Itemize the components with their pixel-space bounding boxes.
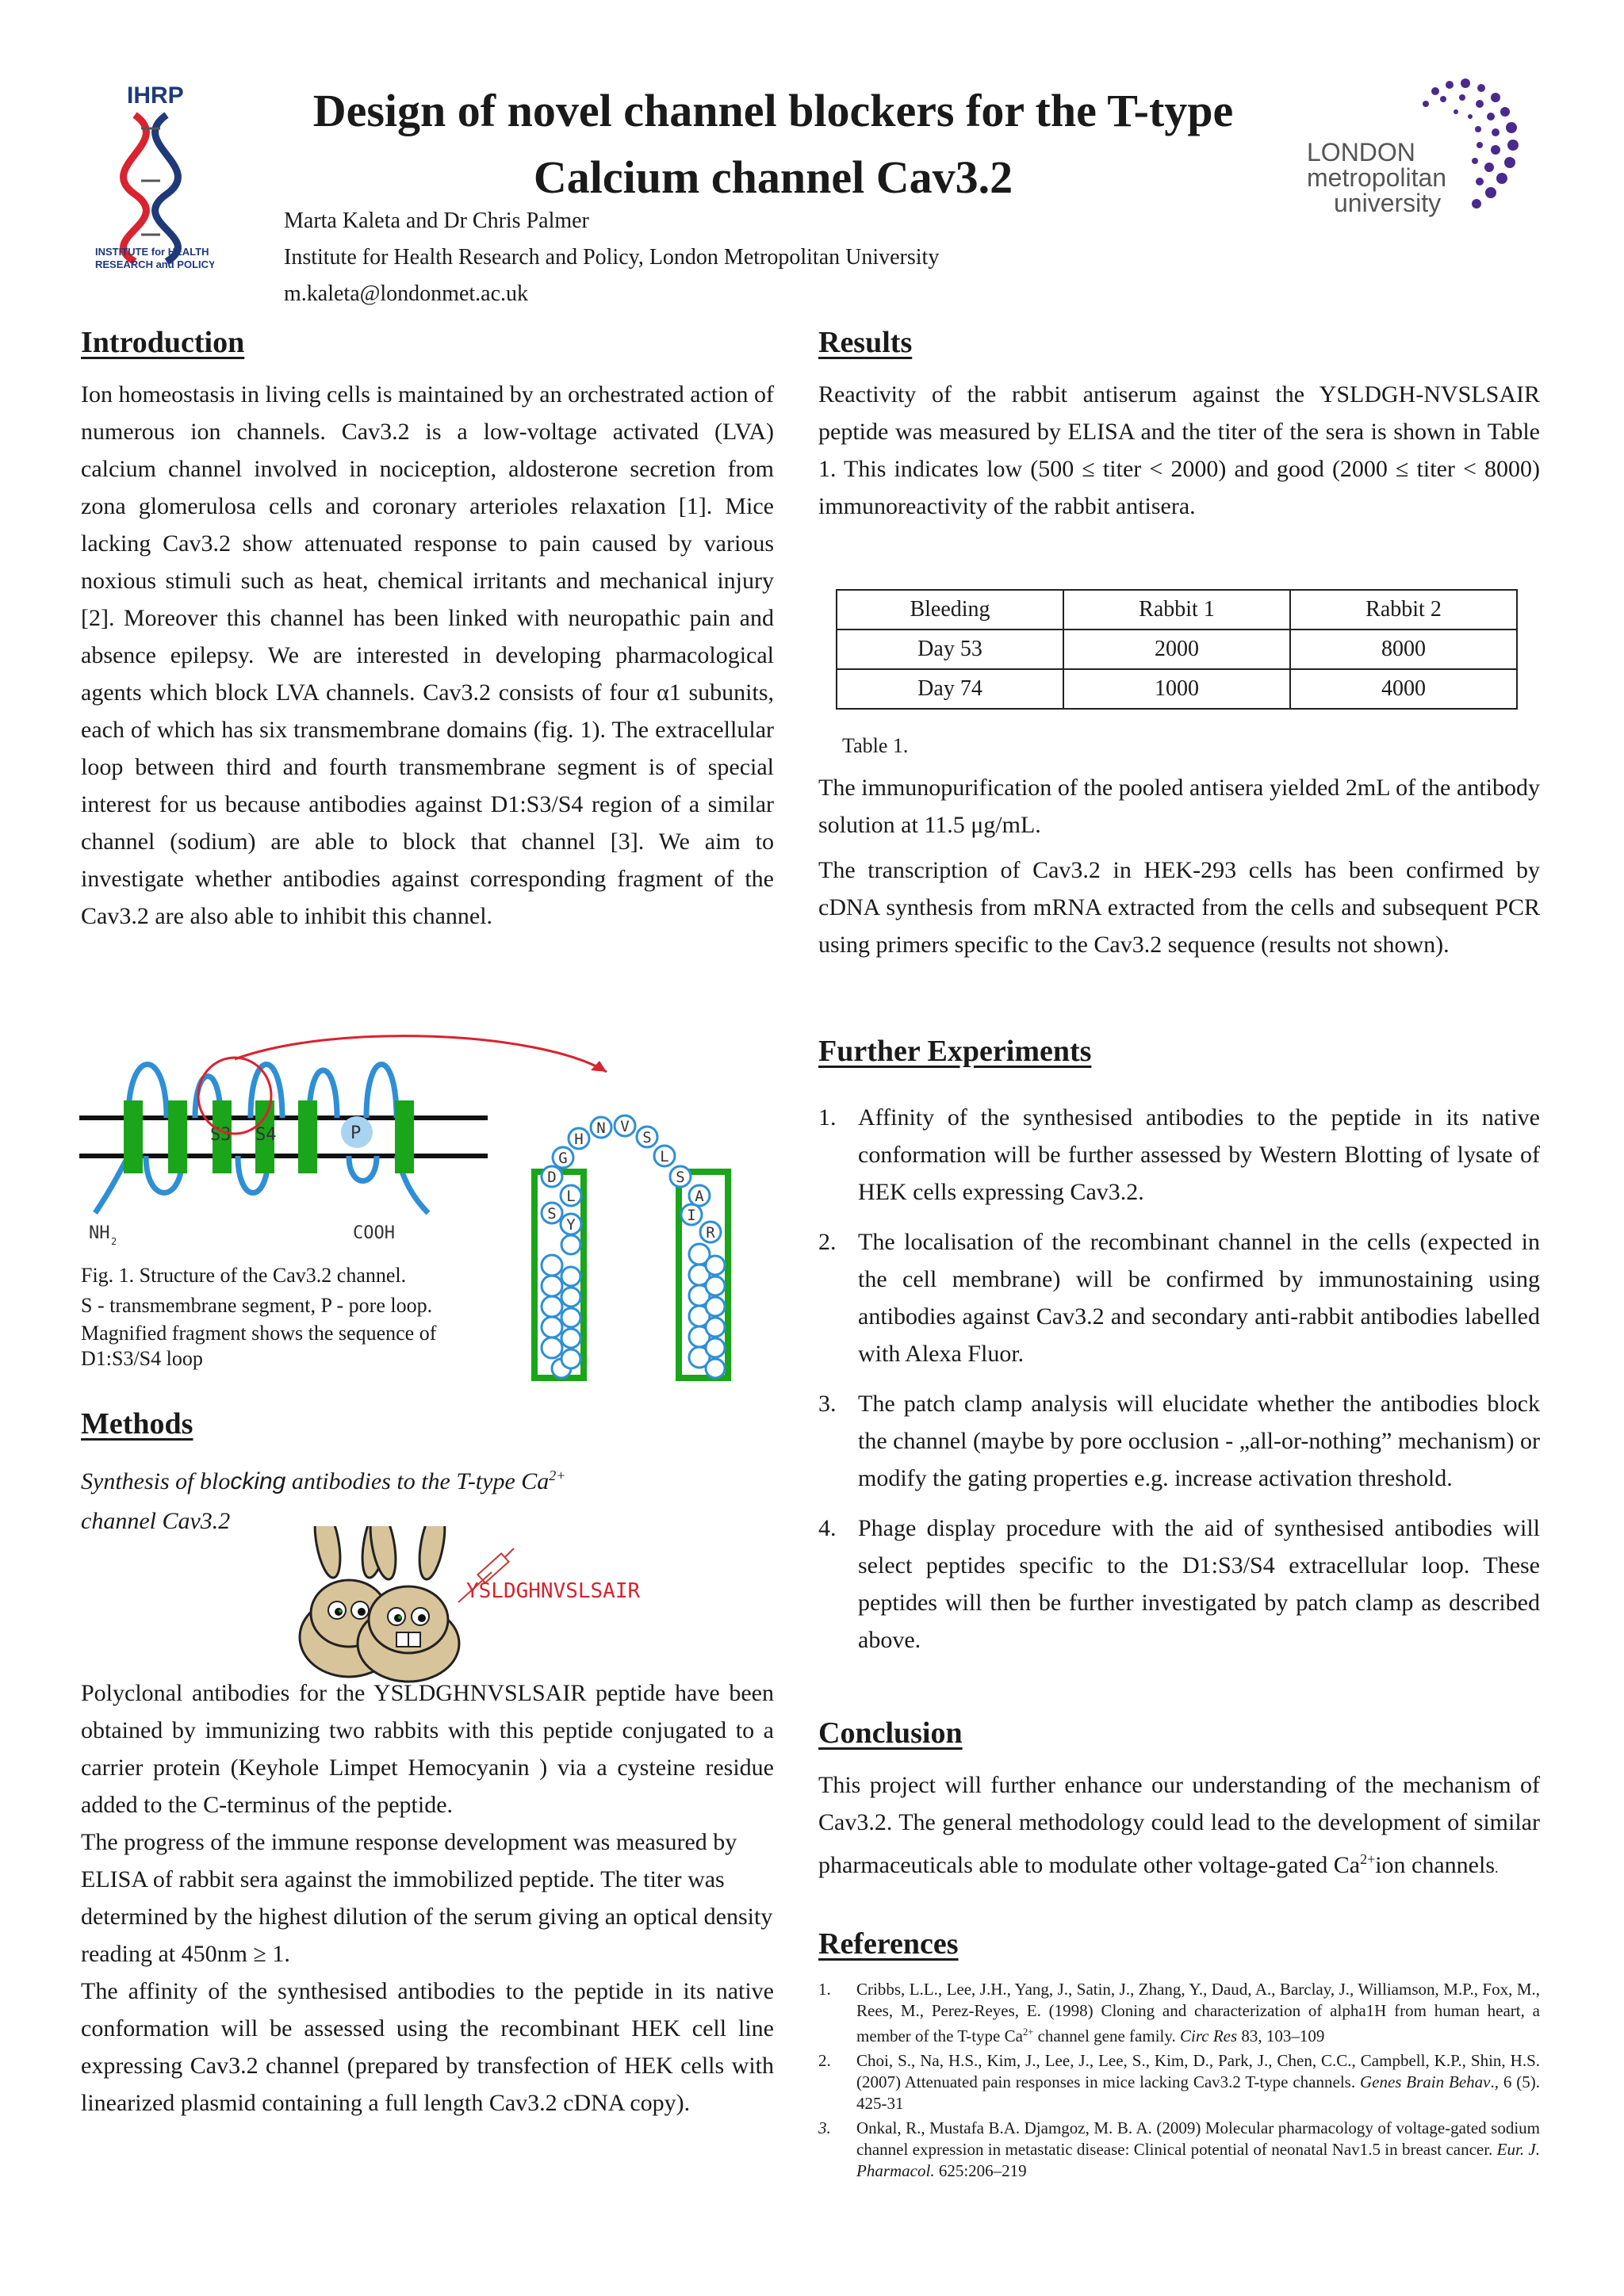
ihrp-logo-text: IHRP (127, 82, 184, 109)
list-item (818, 1510, 1540, 1659)
reference-number: 2. (818, 2051, 831, 2070)
affiliation: Institute for Health Research and Policy, London Metropolitan University (284, 245, 940, 270)
caption-line3: Magnified fragment shows the sequence of D1:S3/S4 loop (81, 1322, 437, 1370)
list-item (818, 1385, 1540, 1497)
list-text: The patch clamp analysis will elucidate whether the antibodies block the channel (maybe by pore occlusion - „all-or-nothing” mechanism) or modify the gating properties e.g. increase activation threshold. (858, 1391, 1540, 1491)
table-cell: 1000 (1063, 669, 1290, 709)
subheading-sup: 2+ (549, 1468, 566, 1483)
rabbits-illustration (293, 1526, 674, 1685)
nh2-subscript: 2 (111, 1236, 117, 1247)
title-line2: Calcium channel Cav3.2 (533, 151, 1013, 203)
conclusion-part-b: ion channels (1375, 1852, 1496, 1878)
poster-title (262, 78, 1285, 211)
reference-number: 1. (818, 1980, 831, 1999)
reference-journal: Circ Res (1180, 2026, 1238, 2045)
methods-para1: Polyclonal antibodies for the YSLDGHNVSLSAIR peptide have been obtained by immunizing two rabbits with this peptide conjugated to a carrier protein (Keyhole Limpet Hemocyanin ) via a cysteine residue added to the C-terminus of the peptide. (81, 1680, 774, 1818)
list-text: Phage display procedure with the aid of synthesised antibodies will select peptides specific to the D1:S3/S4 extracellular loop. These peptides will then be further investigated by patch clamp as described above. (858, 1515, 1540, 1653)
reference-text: Cribbs, L.L., Lee, J.H., Yang, J., Satin, J., Zhang, Y., Daud, A., Barclay, J., Williamson, M.P., Fox, M., Rees, M., Perez-Reyes, E. (1998) Cloning and characterization of alpha1H from human heart, a member of the T-type Ca (856, 1980, 1540, 2045)
methods-heading: Methods (81, 1407, 193, 1441)
reference-journal: Eur. J. Pharmacol. (856, 2140, 1540, 2180)
caption-line1: Fig. 1. Structure of the Cav3.2 channel. (81, 1264, 407, 1287)
reference-item (818, 2050, 1540, 2114)
residue-letter: L (566, 1188, 576, 1205)
list-item (818, 1099, 1540, 1211)
conclusion-period: . (1495, 1860, 1499, 1876)
ihrp-sub2: RESEARCH and POLICY (95, 258, 214, 270)
list-number: 3. (818, 1391, 837, 1417)
results-more (818, 769, 1540, 963)
lmu-dots-icon (1300, 75, 1554, 234)
loop-residues (542, 1115, 721, 1242)
subheading-part-c: antibodies to the T-type Ca (285, 1468, 550, 1494)
residue-letter: S (676, 1169, 685, 1186)
table-row (837, 629, 1517, 669)
table-cell: 4000 (1290, 669, 1517, 709)
further-list (818, 1099, 1540, 1671)
reference-journal: Genes Brain Behav (1359, 2072, 1491, 2091)
reference-text: Onkal, R., Mustafa B.A. Djamgoz, M. B. A. (2009) Molecular pharmacology of voltage-gated sodium channel expression in metastatic disease: Clinical potential of neonatal Nav1.5 in breast cancer. (856, 2118, 1540, 2159)
reference-text: ., 6 (5). 425-31 (856, 2072, 1540, 2113)
reference-item (818, 1979, 1540, 2047)
subheading-part-b: cking (230, 1468, 286, 1494)
peptide-label: YSLDGHNVSLSAIR (466, 1579, 641, 1603)
results-heading: Results (818, 326, 913, 359)
p-label: P (350, 1123, 362, 1143)
dna-helix-icon (79, 79, 214, 285)
title-line1: Design of novel channel blockers for the T-type (312, 85, 1234, 136)
methods-text (81, 1674, 774, 2122)
conclusion-part-a: This project will further enhance our understanding of the mechanism of Cav3.2. The general methodology could lead to the development of similar pharmaceuticals able to modulate other voltage-gated Ca (818, 1772, 1540, 1878)
list-text: The localisation of the recombinant channel in the cells (expected in the cell membrane) will be confirmed by immunostaining using antibodies against Cav3.2 and secondary anti-rabbit antibodies labelled with Alexa Fluor. (858, 1229, 1540, 1367)
reference-text: 83, 103–109 (1237, 2026, 1325, 2045)
reference-item (818, 2118, 1540, 2182)
reference-text: Choi, S., Na, H.S., Kim, J., Lee, J., Lee, S., Kim, D., Park, J., Chen, C.C., Campbell, K.P., Shin, H.S. (2007) Attenuated pain responses in mice lacking Cav3.2 T-type channels. (856, 2051, 1540, 2091)
results-paragraph2: The immunopurification of the pooled antisera yielded 2mL of the antibody solution at 11.5 μg/mL. (818, 775, 1540, 838)
references-list (818, 1979, 1540, 2185)
conclusion-text (818, 1766, 1540, 1887)
table-header-cell: Bleeding (837, 590, 1063, 629)
residue-letter: H (574, 1131, 584, 1148)
subheading-part-d: channel Cav3.2 (81, 1508, 231, 1534)
lmu-logo (1300, 75, 1554, 234)
introduction-text (81, 376, 774, 935)
email: m.kaleta@londonmet.ac.uk (284, 281, 529, 306)
residue-letter: D (547, 1169, 557, 1186)
rabbit-icon (293, 1526, 674, 1685)
results-paragraph1: Reactivity of the rabbit antiserum against the YSLDGH-NVSLSAIR peptide was measured by ELISA and the titer of the sera is shown in Table 1. This indicates low (500 ≤ titer < 2000) and good (2000 ≤ titer < 8000) immunoreactivity of the rabbit antisera. (818, 381, 1540, 519)
cooh-label: COOH (353, 1223, 395, 1243)
list-number: 1. (818, 1104, 837, 1131)
residue-letter: S (547, 1205, 557, 1223)
conclusion-heading: Conclusion (818, 1716, 963, 1750)
reference-text: channel gene family. (1033, 2026, 1181, 2045)
methods-para2: The progress of the immune response development was measured by ELISA of rabbit sera against the immobilized peptide. The titer was determined by the highest dilution of the serum giving an optical density reading at 450nm ≥ 1. (81, 1829, 773, 1967)
lmu-line1: LONDON (1307, 138, 1415, 166)
residue-letter: V (620, 1118, 630, 1135)
s4-label: S4 (255, 1125, 277, 1145)
table-header-cell: Rabbit 2 (1290, 590, 1517, 629)
figure-1-caption (81, 1261, 477, 1372)
residue-letter: L (660, 1148, 669, 1165)
nh2-label: NH (89, 1223, 110, 1243)
ihrp-sub1: INSTITUTE for HEALTH (95, 246, 209, 258)
residue-letter: S (642, 1129, 652, 1146)
list-text: Affinity of the synthesised antibodies to the peptide in its native conformation will be further assessed by Western Blotting of lysate of HEK cells expressing Cav3.2. (858, 1104, 1540, 1205)
table-header-row (837, 590, 1517, 629)
list-number: 4. (818, 1515, 837, 1541)
conclusion-sup: 2+ (1360, 1851, 1376, 1867)
residue-letter: I (687, 1207, 696, 1224)
list-number: 2. (818, 1229, 837, 1255)
table-header-cell: Rabbit 1 (1063, 590, 1290, 629)
residue-letter: A (695, 1188, 704, 1205)
s3-label: S3 (210, 1125, 232, 1145)
reference-text: 625:206–219 (934, 2161, 1027, 2180)
caption-line2: S - transmembrane segment, P - pore loop. (81, 1294, 433, 1317)
residue-letter: N (596, 1119, 606, 1137)
references-heading: References (818, 1927, 959, 1961)
subheading-part-a: Synthesis of blo (81, 1468, 231, 1494)
table-cell: Day 74 (837, 669, 1063, 709)
lmu-line3: university (1334, 189, 1442, 217)
authors: Marta Kaleta and Dr Chris Palmer (284, 209, 589, 233)
lmu-line2: metropolitan (1307, 163, 1447, 192)
table-cell: 8000 (1290, 629, 1517, 669)
ihrp-logo (79, 79, 214, 285)
introduction-paragraph: Ion homeostasis in living cells is maintained by an orchestrated action of numerous ion channels. Cav3.2 is a low-voltage activated (LVA) calcium channel involved in nociception, aldosterone secretion from zona glomerulosa cells and coronary arterioles relaxation [1]. Mice lacking Cav3.2 show attenuated response to pain caused by various noxious stimuli such as heat, chemical irritants and mechanical injury [2]. Moreover this channel has been linked with neuropathic pain and absence epilepsy. We are interested in developing pharmacological agents which block LVA channels. Cav3.2 consists of four α1 subunits, each of which has six transmembrane domains (fig. 1). The extracellular loop between third and fourth transmembrane segment is of special interest for us because antibodies against D1:S3/S4 region of a similar channel (sodium) are able to block that channel [3]. We aim to investigate whether antibodies against corresponding fragment of the Cav3.2 are also able to inhibit this channel. (81, 381, 774, 929)
table-cell: Day 53 (837, 629, 1063, 669)
further-heading: Further Experiments (818, 1035, 1092, 1068)
titer-table (836, 589, 1518, 710)
table-caption: Table 1. (842, 734, 909, 757)
results-paragraph3: The transcription of Cav3.2 in HEK-293 cells has been confirmed by cDNA synthesis from mRNA extracted from the cells and subsequent PCR using primers specific to the Cav3.2 sequence (results not shown). (818, 857, 1540, 958)
list-item (818, 1223, 1540, 1372)
residue-letter: Y (566, 1216, 576, 1234)
residue-letter: R (706, 1224, 715, 1242)
results-para1 (818, 376, 1540, 525)
reference-sup: 2+ (1022, 2026, 1034, 2038)
introduction-heading: Introduction (81, 326, 245, 359)
table-row (837, 669, 1517, 709)
residue-letter: G (558, 1150, 568, 1167)
table-cell: 2000 (1063, 629, 1290, 669)
methods-para3: The affinity of the synthesised antibodies to the peptide in its native conformation will be assessed using the recombinant HEK cell line expressing Cav3.2 channel (prepared by transfection of HEK cells with linearized plasmid containing a full length Cav3.2 cDNA copy). (81, 1978, 774, 2116)
reference-number: 3. (818, 2118, 831, 2137)
author-block (284, 203, 939, 312)
